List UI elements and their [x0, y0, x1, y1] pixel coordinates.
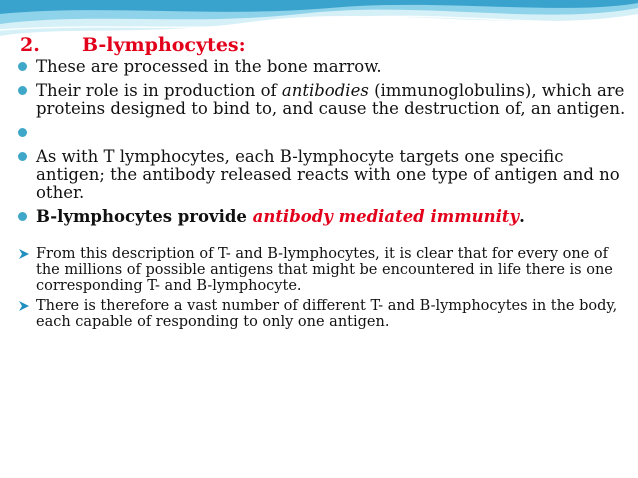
bullet-item: [14, 208, 626, 226]
slide-heading: [14, 34, 626, 56]
bullet-text-post: .: [519, 207, 525, 226]
arrow-bullet-list: [14, 246, 626, 330]
bullet-text: As with T lymphocytes, each B-lymphocyte targets one specific antigen; the antibody released reacts with one type of antigen and no other.: [36, 147, 620, 202]
arrow-bullet-icon: [18, 248, 30, 260]
bullet-text: These are processed in the bone marrow.: [36, 57, 382, 76]
arrow-bullet-text: There is therefore a vast number of different T- and B-lymphocytes in the body, each capable of responding to only one antigen.: [36, 298, 618, 330]
heading-number: 2.: [20, 34, 40, 56]
arrow-bullet-item: [14, 246, 626, 294]
bullet-item: [14, 148, 626, 202]
bullet-dot-icon: [18, 86, 27, 95]
bullet-text-pre: Their role is in production of: [36, 81, 282, 100]
bullet-dot-icon: [18, 152, 27, 161]
bullet-dot-icon: [18, 62, 27, 71]
bullet-text-post: (immunoglobulins), which are proteins designed to bind to, and cause the destruction of, an antigen.: [36, 81, 626, 118]
arrow-bullet-item: [14, 298, 626, 330]
bullet-dot-icon: [18, 212, 27, 221]
bullet-dot-icon: [18, 128, 27, 137]
slide-content: [14, 34, 626, 334]
bullet-text-italic: antibodies: [281, 81, 369, 100]
bullet-item-empty: [14, 124, 626, 142]
heading-title: B-lymphocytes:: [82, 34, 246, 56]
bullet-text-emphasis: antibody mediated immunity: [252, 207, 520, 226]
bullet-item: [14, 82, 626, 118]
bullet-list: [14, 58, 626, 226]
bullet-item: [14, 58, 626, 76]
bullet-text-pre: B-lymphocytes provide: [36, 207, 253, 226]
arrow-bullet-text: From this description of T- and B-lymphocytes, it is clear that for every one of the millions of possible antigens that might be encountered in life there is one corresponding T- and B-lymphocyte.: [36, 246, 613, 294]
arrow-bullet-icon: [18, 300, 30, 312]
